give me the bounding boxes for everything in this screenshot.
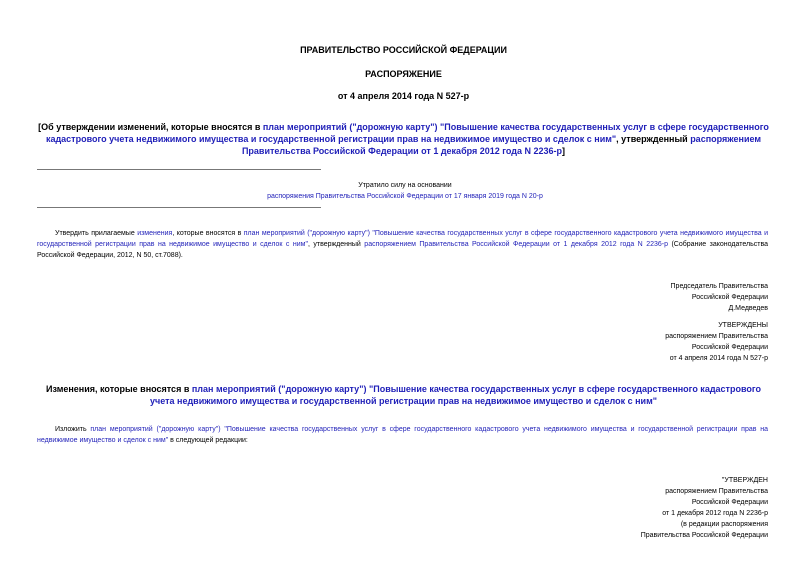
approved2-line-3: Российской Федерации xyxy=(691,499,768,506)
signature-line-3: Д.Медведев xyxy=(728,305,768,312)
document-type: РАСПОРЯЖЕНИЕ xyxy=(365,69,442,79)
approved-line-3: Российской Федерации xyxy=(691,344,768,351)
approval-paragraph xyxy=(37,228,768,261)
body1-text-a: Утвердить прилагаемые xyxy=(55,230,138,237)
approved2-line-4: от 1 декабря 2012 года N 2236-р xyxy=(662,510,768,517)
signature-line-1: Председатель Правительства xyxy=(670,283,768,290)
document-date: от 4 апреля 2014 года N 527-р xyxy=(337,91,470,101)
body2-text-b: в следующей редакции: xyxy=(168,437,248,444)
changes-title-roadmap-link[interactable]: план мероприятий ("дорожную карту") "Повышение качества государственных услуг в сфере государственного кадастрового учета недвижимого имущества и государственной регистрации прав на недвижимое имущество и сделок с ним" xyxy=(149,384,761,406)
body1-order-link[interactable]: распоряжением Правительства Российской Федерации от 1 декабря 2012 года N 2236-р xyxy=(364,241,668,248)
document-title xyxy=(36,121,771,157)
body1-text-c: , утвержденный xyxy=(307,241,365,248)
title-order-link[interactable]: распоряжением Правительства Российской Федерации от 1 декабря 2012 года N 2236-р xyxy=(241,134,762,156)
title-roadmap-link[interactable]: план мероприятий ("дорожную карту") "Повышение качества государственных услуг в сфере государственного кадастрового учета недвижимого имущества и государственной регистрации прав на недвижимое имущество и сделок с ним" xyxy=(45,122,769,144)
approved-line-1: УТВЕРЖДЕНЫ xyxy=(718,322,768,329)
signature-line-2: Российской Федерации xyxy=(691,294,768,301)
lost-force-link[interactable]: распоряжения Правительства Российской Федерации от 17 января 2019 года N 20-р xyxy=(267,193,543,200)
approved2-line-2: распоряжением Правительства xyxy=(665,488,768,495)
approved-roadmap-block xyxy=(500,475,768,541)
title-text-2: , утвержденный xyxy=(616,134,691,144)
lost-force-label: Утратило силу на основании xyxy=(358,182,452,189)
signature-block xyxy=(500,281,768,314)
divider-top xyxy=(37,169,321,170)
body1-changes-link[interactable]: изменения xyxy=(137,230,173,237)
government-title: ПРАВИТЕЛЬСТВО РОССИЙСКОЙ ФЕДЕРАЦИИ xyxy=(300,45,507,55)
changes-title-text: Изменения, которые вносятся в xyxy=(45,384,192,394)
approved-line-4: от 4 апреля 2014 года N 527-р xyxy=(669,355,768,362)
body1-text-b: , которые вносятся в xyxy=(172,230,244,237)
approved-line-2: распоряжением Правительства xyxy=(665,333,768,340)
approved2-line-6: Правительства Российской Федерации xyxy=(640,532,768,539)
restate-paragraph xyxy=(37,424,768,446)
body2-text-a: Изложить xyxy=(55,426,91,433)
changes-title xyxy=(40,383,767,407)
body2-roadmap-link[interactable]: план мероприятий ("дорожную карту") "Повышение качества государственных услуг в сфере государственного кадастрового учета недвижимого имущества и государственной регистрации прав на недвижимое имущество и сделок с ним" xyxy=(37,426,769,444)
approved-block xyxy=(500,320,768,364)
approved2-line-1: "УТВЕРЖДЕН xyxy=(721,477,768,484)
title-text-1: [Об утверждении изменений, которые вносятся в xyxy=(38,122,263,132)
approved2-line-5: (в редакции распоряжения xyxy=(680,521,768,528)
body1-roadmap-link[interactable]: план мероприятий ("дорожную карту") "Повышение качества государственных услуг в сфере государственного кадастрового учета недвижимого имущества и государственной регистрации прав на недвижимое имущество и сделок с ним" xyxy=(37,230,768,248)
body1-text-d: (Собрание законодательства Российской Федерации, 2012, N 50, ст.7088). xyxy=(37,241,768,259)
lost-force-link-wrap xyxy=(200,191,610,202)
title-text-3: ] xyxy=(562,146,566,156)
divider-bottom xyxy=(37,207,321,208)
